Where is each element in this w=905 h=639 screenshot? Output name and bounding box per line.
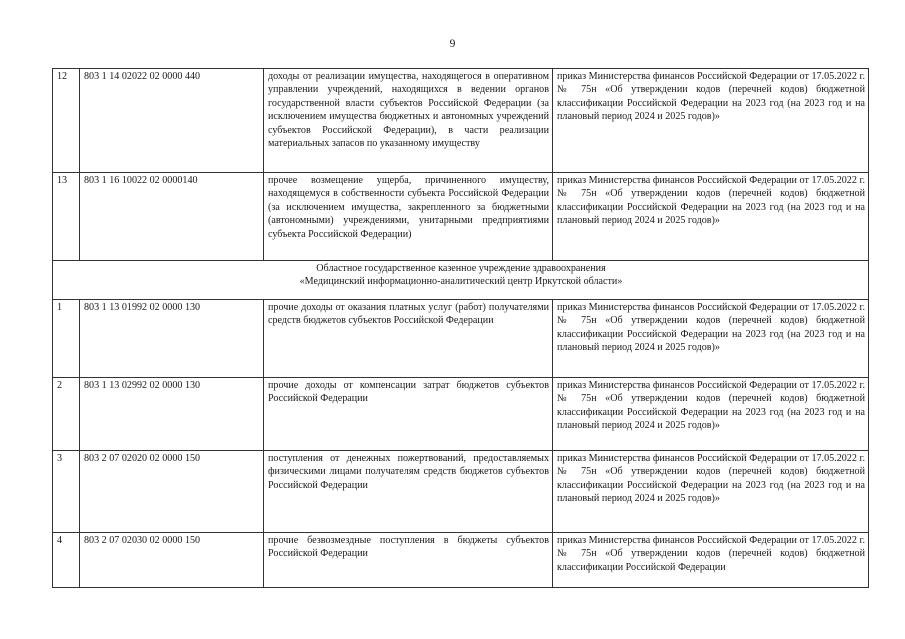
table-row: [53, 300, 869, 378]
section-header-row: [53, 261, 869, 300]
income-description-cell: прочие доходы от оказания платных услуг (работ) получателями средств бюджетов субъектов Российской Федерации: [264, 300, 553, 378]
table-row: [53, 451, 869, 533]
budget-code-cell: 803 1 13 01992 02 0000 130: [80, 300, 264, 378]
income-description-cell: прочее возмещение ущерба, причиненного имуществу, находящемуся в собственности субъекта Российской Федерации (за исключением имущества, закрепленного за бюджетными (автономными) учреждениями, унитарными предприятиями субъекта Российской Федерации): [264, 173, 553, 261]
row-number-cell: 2: [53, 378, 80, 451]
legal-basis-cell: приказ Министерства финансов Российской Федерации от 17.05.2022 г. № 75н «Об утверждении кодов (перечней кодов) бюджетной классификации Российской Федерации на 2023 год (на 2023 год и на плановый период 2024 и 2025 годов)»: [553, 69, 869, 173]
row-number-cell: 13: [53, 173, 80, 261]
table-row: [53, 69, 869, 173]
legal-basis-cell: приказ Министерства финансов Российской Федерации от 17.05.2022 г. № 75н «Об утверждении кодов (перечней кодов) бюджетной классификации Российской Федерации: [553, 533, 869, 588]
legal-basis-cell: приказ Министерства финансов Российской Федерации от 17.05.2022 г. № 75н «Об утверждении кодов (перечней кодов) бюджетной классификации Российской Федерации на 2023 год (на 2023 год и на плановый период 2024 и 2025 годов)»: [553, 173, 869, 261]
income-description-cell: прочие доходы от компенсации затрат бюджетов субъектов Российской Федерации: [264, 378, 553, 451]
budget-code-cell: 803 1 13 02992 02 0000 130: [80, 378, 264, 451]
budget-code-cell: 803 1 16 10022 02 0000140: [80, 173, 264, 261]
row-number-cell: 4: [53, 533, 80, 588]
budget-code-cell: 803 2 07 02030 02 0000 150: [80, 533, 264, 588]
income-description-cell: доходы от реализации имущества, находящегося в оперативном управлении учреждений, находящихся в ведении органов государственной власти субъектов Российской Федерации (за исключением имущества бюджетных и автономных учреждений субъектов Российской Федерации), в части реализации материальных запасов по указанному имуществу: [264, 69, 553, 173]
page-number: 9: [449, 38, 456, 50]
row-number-cell: 12: [53, 69, 80, 173]
row-number-cell: 1: [53, 300, 80, 378]
section-header-line-1: Областное государственное казенное учреждение здравоохранения: [316, 263, 606, 274]
table-row: [53, 533, 869, 588]
income-description-cell: прочие безвозмездные поступления в бюджеты субъектов Российской Федерации: [264, 533, 553, 588]
legal-basis-cell: приказ Министерства финансов Российской Федерации от 17.05.2022 г. № 75н «Об утверждении кодов (перечней кодов) бюджетной классификации Российской Федерации на 2023 год (на 2023 год и на плановый период 2024 и 2025 годов)»: [553, 378, 869, 451]
budget-code-cell: 803 2 07 02020 02 0000 150: [80, 451, 264, 533]
section-header-line-2: «Медицинский информационно-аналитический центр Иркутской области»: [299, 276, 623, 288]
budget-code-cell: 803 1 14 02022 02 0000 440: [80, 69, 264, 173]
income-description-cell: поступления от денежных пожертвований, предоставляемых физическими лицами получателям средств бюджетов субъектов Российской Федерации: [264, 451, 553, 533]
table-row: [53, 378, 869, 451]
legal-basis-cell: приказ Министерства финансов Российской Федерации от 17.05.2022 г. № 75н «Об утверждении кодов (перечней кодов) бюджетной классификации Российской Федерации на 2023 год (на 2023 год и на плановый период 2024 и 2025 годов)»: [553, 300, 869, 378]
income-codes-table: [52, 68, 869, 588]
section-header-cell: [53, 261, 869, 300]
legal-basis-cell: приказ Министерства финансов Российской Федерации от 17.05.2022 г. № 75н «Об утверждении кодов (перечней кодов) бюджетной классификации Российской Федерации на 2023 год (на 2023 год и на плановый период 2024 и 2025 годов)»: [553, 451, 869, 533]
row-number-cell: 3: [53, 451, 80, 533]
table-row: [53, 173, 869, 261]
